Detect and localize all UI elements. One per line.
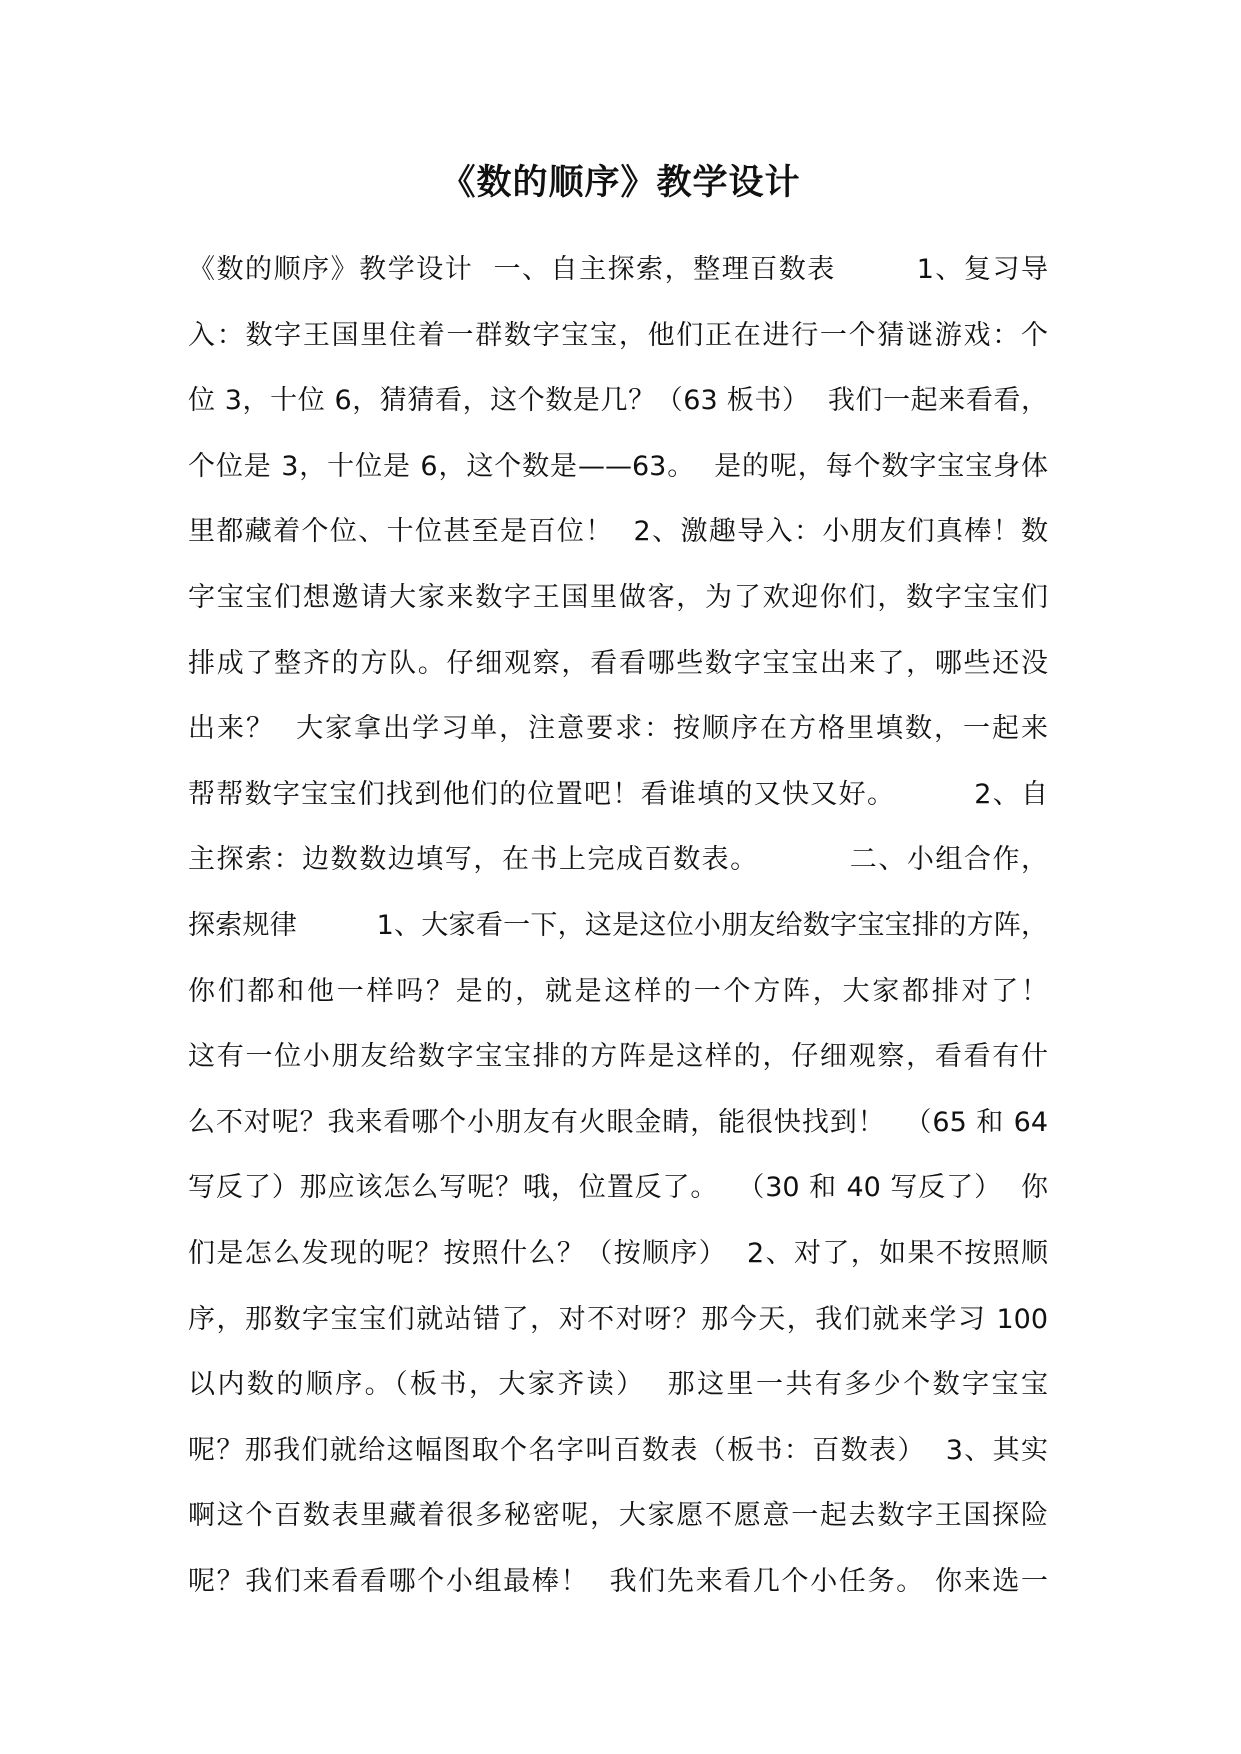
text-line: 以内数的顺序。（板书，大家齐读） 那这里一共有多少个数字宝宝 — [188, 1369, 1048, 1401]
text-line: 啊这个百数表里藏着很多秘密呢，大家愿不愿意一起去数字王国探险 — [188, 1500, 1048, 1532]
body-text — [188, 243, 1048, 1620]
text-line: 主探索：边数数边填写，在书上完成百数表。 二、小组合作， — [188, 844, 1048, 876]
page-title: 《数的顺序》教学设计 — [440, 163, 801, 203]
text-line: 里都藏着个位、十位甚至是百位！ 2、激趣导入：小朋友们真棒！数 — [188, 516, 1048, 548]
text-line: 位 3，十位 6，猜猜看，这个数是几？（63 板书） 我们一起来看看， — [188, 385, 1048, 417]
text-line: 入：数字王国里住着一群数字宝宝，他们正在进行一个猜谜游戏：个 — [188, 319, 1048, 351]
text-line: 呢？我们来看看哪个小组最棒！ 我们先来看几个小任务。 你来选一 — [188, 1565, 1048, 1597]
text-line: 序，那数字宝宝们就站错了，对不对呀？那今天，我们就来学习 100 — [188, 1303, 1048, 1335]
text-line: 么不对呢？我来看哪个小朋友有火眼金睛，能很快找到！ （65 和 64 — [188, 1106, 1048, 1138]
text-line: 帮帮数字宝宝们找到他们的位置吧！看谁填的又快又好。 2、自 — [188, 778, 1048, 810]
text-line: 出来？ 大家拿出学习单，注意要求：按顺序在方格里填数，一起来 — [188, 713, 1048, 745]
text-line: 写反了）那应该怎么写呢？哦，位置反了。 （30 和 40 写反了） 你 — [188, 1172, 1048, 1204]
text-line: 字宝宝们想邀请大家来数字王国里做客，为了欢迎你们，数字宝宝们 — [188, 581, 1048, 613]
text-line: 排成了整齐的方队。仔细观察，看看哪些数字宝宝出来了，哪些还没 — [188, 647, 1048, 679]
text-line: 个位是 3，十位是 6，这个数是——63。 是的呢，每个数字宝宝身体 — [188, 450, 1048, 482]
text-line: 这有一位小朋友给数字宝宝排的方阵是这样的，仔细观察，看看有什 — [188, 1041, 1048, 1073]
text-line: 们是怎么发现的呢？按照什么？（按顺序） 2、对了，如果不按照顺 — [188, 1237, 1048, 1269]
text-line: 呢？那我们就给这幅图取个名字叫百数表（板书：百数表） 3、其实 — [188, 1434, 1048, 1466]
text-line: 《数的顺序》教学设计 一、自主探索，整理百数表 1、复习导 — [188, 254, 1048, 285]
text-line: 你们都和他一样吗？是的，就是这样的一个方阵，大家都排对了！ — [188, 975, 1048, 1007]
text-line: 探索规律 1、大家看一下，这是这位小朋友给数字宝宝排的方阵， — [188, 909, 1048, 941]
